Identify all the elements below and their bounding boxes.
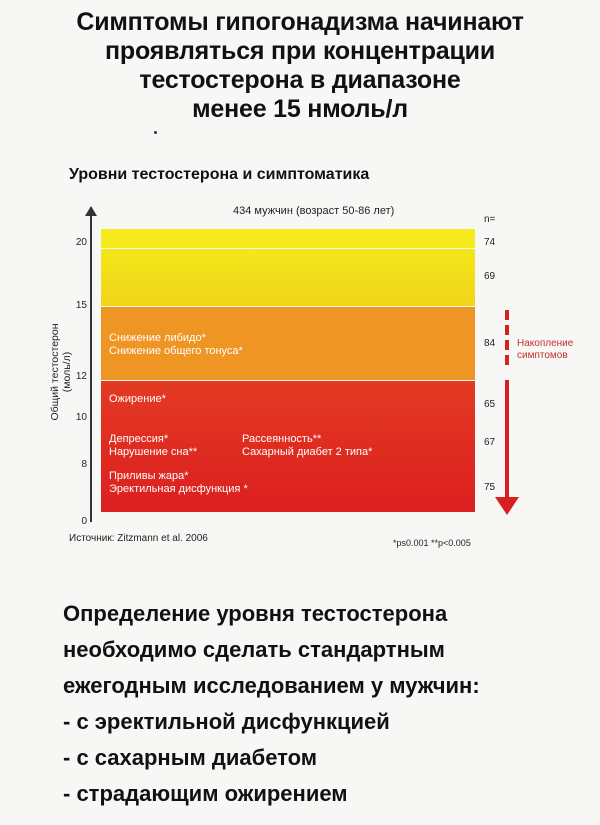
band-below-12 <box>101 381 475 512</box>
recommendation-line: - с эректильной дисфункцией <box>63 709 390 734</box>
symptom-label: Ожирение* <box>109 393 166 405</box>
chart-title: Уровни тестостерона и симптоматика <box>69 166 370 183</box>
accumulation-arrow-shaft <box>505 380 509 500</box>
symptom-label: Снижение либидо* <box>109 332 206 344</box>
accumulation-label-line: симптомов <box>517 350 568 361</box>
y-tick-label: 0 <box>81 516 87 527</box>
y-tick-label: 12 <box>75 371 87 382</box>
y-tick-label: 15 <box>75 300 87 311</box>
y-tick-label: 20 <box>75 237 87 248</box>
symptom-label: Приливы жара* <box>109 470 189 482</box>
headline-line: Симптомы гипогонадизма начинают <box>76 8 524 36</box>
recommendation-line: ежегодным исследованием у мужчин: <box>63 673 480 698</box>
band-above-20 <box>101 229 475 248</box>
chart-subtitle: 434 мужчин (возраст 50-86 лет) <box>233 205 395 217</box>
symptom-label: Нарушение сна** <box>109 446 198 458</box>
accumulation-dash <box>505 310 509 320</box>
n-value: 65 <box>484 399 496 410</box>
headline-line: тестостерона в диапазоне <box>139 66 461 94</box>
symptom-label: Сахарный диабет 2 типа* <box>242 446 373 458</box>
accumulation-dash <box>505 325 509 335</box>
n-value: 69 <box>484 271 496 282</box>
headline-line: менее 15 нмоль/л <box>192 95 408 123</box>
band-15-12 <box>101 307 475 380</box>
symptom-label: Снижение общего тонуса* <box>109 345 243 357</box>
y-axis <box>90 212 92 522</box>
y-axis-label: Общий тестостерон (моль/л) <box>49 323 73 421</box>
significance-note: *ps0.001 **p<0.005 <box>393 538 471 548</box>
accumulation-dash <box>505 355 509 365</box>
symptom-label: Рассеянность** <box>242 433 322 445</box>
recommendation-line: - с сахарным диабетом <box>63 745 318 770</box>
accumulation-label-line: Накопление <box>517 338 574 349</box>
chart-source: Источник: Zitzmann et al. 2006 <box>69 533 208 544</box>
symptom-label: Депрессия* <box>109 433 169 445</box>
n-value: 67 <box>484 437 496 448</box>
n-value: 84 <box>484 338 496 349</box>
recommendation-line: - страдающим ожирением <box>63 781 348 806</box>
headline <box>40 8 560 124</box>
n-value: 75 <box>484 482 496 493</box>
recommendation-text <box>63 596 583 812</box>
y-tick-label: 10 <box>75 412 87 423</box>
print-speck <box>154 131 157 134</box>
accumulation-label <box>517 338 573 362</box>
n-value: 74 <box>484 237 496 248</box>
y-tick-label: 8 <box>81 459 87 470</box>
down-arrow-icon <box>495 497 519 515</box>
accumulation-dash <box>505 340 509 350</box>
n-header: n= <box>484 214 496 225</box>
band-20-15 <box>101 249 475 306</box>
recommendation-line: Определение уровня тестостерона <box>63 601 448 626</box>
symptom-label: Эректильная дисфункция * <box>109 483 248 495</box>
headline-line: проявляться при концентрации <box>105 37 495 65</box>
recommendation-line: необходимо сделать стандартным <box>63 637 445 662</box>
